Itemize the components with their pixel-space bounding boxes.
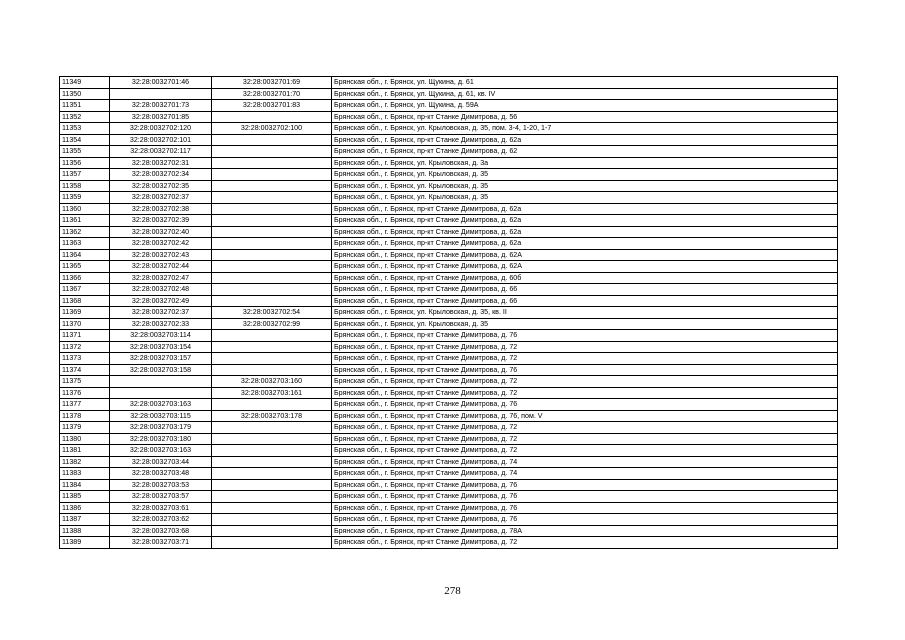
table-row (60, 88, 838, 100)
address-cell: Брянская обл., г. Брянск, пр-кт Станке Димитрова, д. 78А (332, 525, 838, 537)
row-number-cell: 11357 (60, 169, 110, 181)
row-number-cell: 11359 (60, 192, 110, 204)
table-row (60, 537, 838, 549)
cadastral-number-cell: 32:28:0032702:33 (110, 318, 212, 330)
table-row (60, 192, 838, 204)
table-row (60, 100, 838, 112)
table-row (60, 330, 838, 342)
cadastral-number-cell: 32:28:0032703:115 (110, 410, 212, 422)
parent-cadastral-number-cell (212, 399, 332, 411)
table-row (60, 318, 838, 330)
parent-cadastral-number-cell (212, 537, 332, 549)
cadastral-number-cell: 32:28:0032702:43 (110, 249, 212, 261)
address-cell: Брянская обл., г. Брянск, пр-кт Станке Димитрова, д. 62 (332, 146, 838, 158)
cadastral-number-cell: 32:28:0032701:46 (110, 77, 212, 89)
row-number-cell: 11363 (60, 238, 110, 250)
row-number-cell: 11356 (60, 157, 110, 169)
cadastral-number-cell: 32:28:0032703:158 (110, 364, 212, 376)
cadastral-number-cell: 32:28:0032703:62 (110, 514, 212, 526)
parent-cadastral-number-cell (212, 192, 332, 204)
parent-cadastral-number-cell (212, 456, 332, 468)
address-cell: Брянская обл., г. Брянск, пр-кт Станке Димитрова, д. 76 (332, 502, 838, 514)
row-number-cell: 11379 (60, 422, 110, 434)
table-row (60, 77, 838, 89)
parent-cadastral-number-cell (212, 433, 332, 445)
address-cell: Брянская обл., г. Брянск, пр-кт Станке Димитрова, д. 62А (332, 261, 838, 273)
row-number-cell: 11375 (60, 376, 110, 388)
cadastral-number-cell: 32:28:0032702:117 (110, 146, 212, 158)
address-cell: Брянская обл., г. Брянск, ул. Крыловская, д. 35 (332, 318, 838, 330)
cadastral-number-cell: 32:28:0032702:120 (110, 123, 212, 135)
row-number-cell: 11368 (60, 295, 110, 307)
address-cell: Брянская обл., г. Брянск, пр-кт Станке Димитрова, д. 76 (332, 364, 838, 376)
row-number-cell: 11389 (60, 537, 110, 549)
row-number-cell: 11353 (60, 123, 110, 135)
parent-cadastral-number-cell (212, 146, 332, 158)
table-row (60, 433, 838, 445)
row-number-cell: 11351 (60, 100, 110, 112)
address-cell: Брянская обл., г. Брянск, ул. Крыловская, д. 35, кв. II (332, 307, 838, 319)
address-cell: Брянская обл., г. Брянск, пр-кт Станке Димитрова, д. 72 (332, 387, 838, 399)
table-row (60, 387, 838, 399)
table-row (60, 123, 838, 135)
table-row (60, 295, 838, 307)
parent-cadastral-number-cell (212, 284, 332, 296)
table-row (60, 456, 838, 468)
parent-cadastral-number-cell (212, 215, 332, 227)
row-number-cell: 11366 (60, 272, 110, 284)
table-row (60, 399, 838, 411)
row-number-cell: 11383 (60, 468, 110, 480)
parent-cadastral-number-cell: 32:28:0032701:70 (212, 88, 332, 100)
row-number-cell: 11365 (60, 261, 110, 273)
row-number-cell: 11364 (60, 249, 110, 261)
address-cell: Брянская обл., г. Брянск, пр-кт Станке Димитрова, д. 72 (332, 433, 838, 445)
address-cell: Брянская обл., г. Брянск, пр-кт Станке Димитрова, д. 62А (332, 249, 838, 261)
address-cell: Брянская обл., г. Брянск, ул. Крыловская, д. 3а (332, 157, 838, 169)
row-number-cell: 11361 (60, 215, 110, 227)
row-number-cell: 11372 (60, 341, 110, 353)
table-row (60, 146, 838, 158)
cadastral-number-cell: 32:28:0032702:39 (110, 215, 212, 227)
table-row (60, 249, 838, 261)
cadastral-number-cell: 32:28:0032703:68 (110, 525, 212, 537)
parent-cadastral-number-cell: 32:28:0032701:83 (212, 100, 332, 112)
cadastral-number-cell: 32:28:0032702:31 (110, 157, 212, 169)
table-row (60, 410, 838, 422)
parent-cadastral-number-cell: 32:28:0032703:178 (212, 410, 332, 422)
cadastral-number-cell: 32:28:0032702:37 (110, 307, 212, 319)
parent-cadastral-number-cell: 32:28:0032702:99 (212, 318, 332, 330)
row-number-cell: 11350 (60, 88, 110, 100)
row-number-cell: 11371 (60, 330, 110, 342)
address-cell: Брянская обл., г. Брянск, пр-кт Станке Димитрова, д. 62а (332, 134, 838, 146)
row-number-cell: 11367 (60, 284, 110, 296)
address-cell: Брянская обл., г. Брянск, пр-кт Станке Димитрова, д. 76 (332, 491, 838, 503)
table-row (60, 468, 838, 480)
cadastral-number-cell: 32:28:0032702:48 (110, 284, 212, 296)
address-cell: Брянская обл., г. Брянск, пр-кт Станке Димитрова, д. 72 (332, 422, 838, 434)
cadastral-number-cell: 32:28:0032702:40 (110, 226, 212, 238)
parent-cadastral-number-cell (212, 249, 332, 261)
parent-cadastral-number-cell (212, 272, 332, 284)
row-number-cell: 11370 (60, 318, 110, 330)
cadastral-number-cell: 32:28:0032703:44 (110, 456, 212, 468)
address-cell: Брянская обл., г. Брянск, пр-кт Станке Димитрова, д. 62а (332, 238, 838, 250)
cadastral-number-cell: 32:28:0032703:163 (110, 399, 212, 411)
row-number-cell: 11355 (60, 146, 110, 158)
parent-cadastral-number-cell: 32:28:0032701:69 (212, 77, 332, 89)
cadastral-number-cell: 32:28:0032702:38 (110, 203, 212, 215)
row-number-cell: 11380 (60, 433, 110, 445)
address-cell: Брянская обл., г. Брянск, ул. Крыловская, д. 35, пом. 3-4, 1-20, 1-7 (332, 123, 838, 135)
parent-cadastral-number-cell (212, 330, 332, 342)
table-row (60, 514, 838, 526)
table-row (60, 157, 838, 169)
parent-cadastral-number-cell (212, 226, 332, 238)
address-cell: Брянская обл., г. Брянск, пр-кт Станке Димитрова, д. 66 (332, 284, 838, 296)
cadastral-number-cell: 32:28:0032702:44 (110, 261, 212, 273)
row-number-cell: 11384 (60, 479, 110, 491)
parent-cadastral-number-cell (212, 203, 332, 215)
address-cell: Брянская обл., г. Брянск, пр-кт Станке Димитрова, д. 72 (332, 537, 838, 549)
address-cell: Брянская обл., г. Брянск, ул. Крыловская, д. 35 (332, 169, 838, 181)
address-cell: Брянская обл., г. Брянск, пр-кт Станке Димитрова, д. 62а (332, 203, 838, 215)
table-row (60, 215, 838, 227)
cadastral-number-cell: 32:28:0032702:47 (110, 272, 212, 284)
cadastral-number-cell: 32:28:0032701:73 (110, 100, 212, 112)
row-number-cell: 11362 (60, 226, 110, 238)
cadastral-number-cell: 32:28:0032701:85 (110, 111, 212, 123)
table-row (60, 364, 838, 376)
table-row (60, 341, 838, 353)
row-number-cell: 11381 (60, 445, 110, 457)
address-cell: Брянская обл., г. Брянск, пр-кт Станке Димитрова, д. 76, пом. V (332, 410, 838, 422)
parent-cadastral-number-cell (212, 261, 332, 273)
row-number-cell: 11352 (60, 111, 110, 123)
cadastral-number-cell: 32:28:0032702:42 (110, 238, 212, 250)
table-row (60, 479, 838, 491)
address-cell: Брянская обл., г. Брянск, ул. Щукина, д. 59А (332, 100, 838, 112)
row-number-cell: 11374 (60, 364, 110, 376)
table-row (60, 445, 838, 457)
row-number-cell: 11378 (60, 410, 110, 422)
cadastral-number-cell (110, 88, 212, 100)
row-number-cell: 11373 (60, 353, 110, 365)
parent-cadastral-number-cell (212, 514, 332, 526)
table-row (60, 203, 838, 215)
cadastral-number-cell: 32:28:0032703:53 (110, 479, 212, 491)
cadastral-number-cell: 32:28:0032703:114 (110, 330, 212, 342)
table-row (60, 226, 838, 238)
address-cell: Брянская обл., г. Брянск, пр-кт Станке Димитрова, д. 74 (332, 456, 838, 468)
cadastral-number-cell: 32:28:0032703:57 (110, 491, 212, 503)
table-row (60, 502, 838, 514)
row-number-cell: 11349 (60, 77, 110, 89)
cadastral-number-cell: 32:28:0032702:34 (110, 169, 212, 181)
parent-cadastral-number-cell (212, 479, 332, 491)
table-row (60, 307, 838, 319)
parent-cadastral-number-cell (212, 491, 332, 503)
parent-cadastral-number-cell (212, 180, 332, 192)
cadastral-number-cell: 32:28:0032703:48 (110, 468, 212, 480)
cadastral-number-cell: 32:28:0032703:154 (110, 341, 212, 353)
address-cell: Брянская обл., г. Брянск, пр-кт Станке Димитрова, д. 76 (332, 479, 838, 491)
page-number: 278 (444, 585, 461, 597)
table-row (60, 422, 838, 434)
table-row (60, 111, 838, 123)
address-cell: Брянская обл., г. Брянск, пр-кт Станке Димитрова, д. 62а (332, 215, 838, 227)
cadastral-number-cell (110, 387, 212, 399)
cadastral-number-cell: 32:28:0032703:157 (110, 353, 212, 365)
address-cell: Брянская обл., г. Брянск, ул. Щукина, д. 61, кв. IV (332, 88, 838, 100)
cadastral-number-cell: 32:28:0032702:37 (110, 192, 212, 204)
parent-cadastral-number-cell (212, 353, 332, 365)
table-row (60, 353, 838, 365)
parent-cadastral-number-cell (212, 238, 332, 250)
parent-cadastral-number-cell (212, 468, 332, 480)
cadastral-number-cell: 32:28:0032703:71 (110, 537, 212, 549)
row-number-cell: 11385 (60, 491, 110, 503)
parent-cadastral-number-cell (212, 157, 332, 169)
table-row (60, 272, 838, 284)
cadastral-table (59, 76, 838, 549)
address-cell: Брянская обл., г. Брянск, пр-кт Станке Димитрова, д. 56 (332, 111, 838, 123)
table-row (60, 284, 838, 296)
row-number-cell: 11386 (60, 502, 110, 514)
address-cell: Брянская обл., г. Брянск, пр-кт Станке Димитрова, д. 72 (332, 341, 838, 353)
parent-cadastral-number-cell (212, 502, 332, 514)
cadastral-number-cell: 32:28:0032703:180 (110, 433, 212, 445)
table-row (60, 525, 838, 537)
cadastral-number-cell: 32:28:0032702:35 (110, 180, 212, 192)
parent-cadastral-number-cell: 32:28:0032703:161 (212, 387, 332, 399)
row-number-cell: 11369 (60, 307, 110, 319)
address-cell: Брянская обл., г. Брянск, ул. Крыловская, д. 35 (332, 180, 838, 192)
address-cell: Брянская обл., г. Брянск, пр-кт Станке Димитрова, д. 72 (332, 353, 838, 365)
parent-cadastral-number-cell (212, 525, 332, 537)
address-cell: Брянская обл., г. Брянск, пр-кт Станке Димитрова, д. 66 (332, 295, 838, 307)
table-body (60, 77, 838, 549)
address-cell: Брянская обл., г. Брянск, пр-кт Станке Димитрова, д. 72 (332, 445, 838, 457)
cadastral-number-cell: 32:28:0032703:179 (110, 422, 212, 434)
parent-cadastral-number-cell (212, 169, 332, 181)
address-cell: Брянская обл., г. Брянск, пр-кт Станке Димитрова, д. 76 (332, 330, 838, 342)
table-row (60, 376, 838, 388)
row-number-cell: 11382 (60, 456, 110, 468)
address-cell: Брянская обл., г. Брянск, пр-кт Станке Димитрова, д. 76 (332, 514, 838, 526)
row-number-cell: 11388 (60, 525, 110, 537)
cadastral-number-cell (110, 376, 212, 388)
row-number-cell: 11358 (60, 180, 110, 192)
cadastral-number-cell: 32:28:0032703:163 (110, 445, 212, 457)
parent-cadastral-number-cell (212, 341, 332, 353)
row-number-cell: 11377 (60, 399, 110, 411)
table-row (60, 261, 838, 273)
address-cell: Брянская обл., г. Брянск, пр-кт Станке Димитрова, д. 76 (332, 399, 838, 411)
row-number-cell: 11360 (60, 203, 110, 215)
row-number-cell: 11354 (60, 134, 110, 146)
table-row (60, 169, 838, 181)
row-number-cell: 11387 (60, 514, 110, 526)
parent-cadastral-number-cell: 32:28:0032703:160 (212, 376, 332, 388)
parent-cadastral-number-cell (212, 422, 332, 434)
table-row (60, 134, 838, 146)
parent-cadastral-number-cell (212, 111, 332, 123)
parent-cadastral-number-cell: 32:28:0032702:100 (212, 123, 332, 135)
address-cell: Брянская обл., г. Брянск, ул. Крыловская, д. 35 (332, 192, 838, 204)
address-cell: Брянская обл., г. Брянск, ул. Щукина, д. 61 (332, 77, 838, 89)
parent-cadastral-number-cell: 32:28:0032702:54 (212, 307, 332, 319)
parent-cadastral-number-cell (212, 445, 332, 457)
row-number-cell: 11376 (60, 387, 110, 399)
cadastral-number-cell: 32:28:0032702:101 (110, 134, 212, 146)
cadastral-number-cell: 32:28:0032703:61 (110, 502, 212, 514)
table-row (60, 180, 838, 192)
cadastral-number-cell: 32:28:0032702:49 (110, 295, 212, 307)
parent-cadastral-number-cell (212, 295, 332, 307)
table-row (60, 491, 838, 503)
parent-cadastral-number-cell (212, 134, 332, 146)
parent-cadastral-number-cell (212, 364, 332, 376)
address-cell: Брянская обл., г. Брянск, пр-кт Станке Димитрова, д. 62а (332, 226, 838, 238)
address-cell: Брянская обл., г. Брянск, пр-кт Станке Димитрова, д. 74 (332, 468, 838, 480)
address-cell: Брянская обл., г. Брянск, пр-кт Станке Димитрова, д. 60б (332, 272, 838, 284)
table-row (60, 238, 838, 250)
address-cell: Брянская обл., г. Брянск, пр-кт Станке Димитрова, д. 72 (332, 376, 838, 388)
